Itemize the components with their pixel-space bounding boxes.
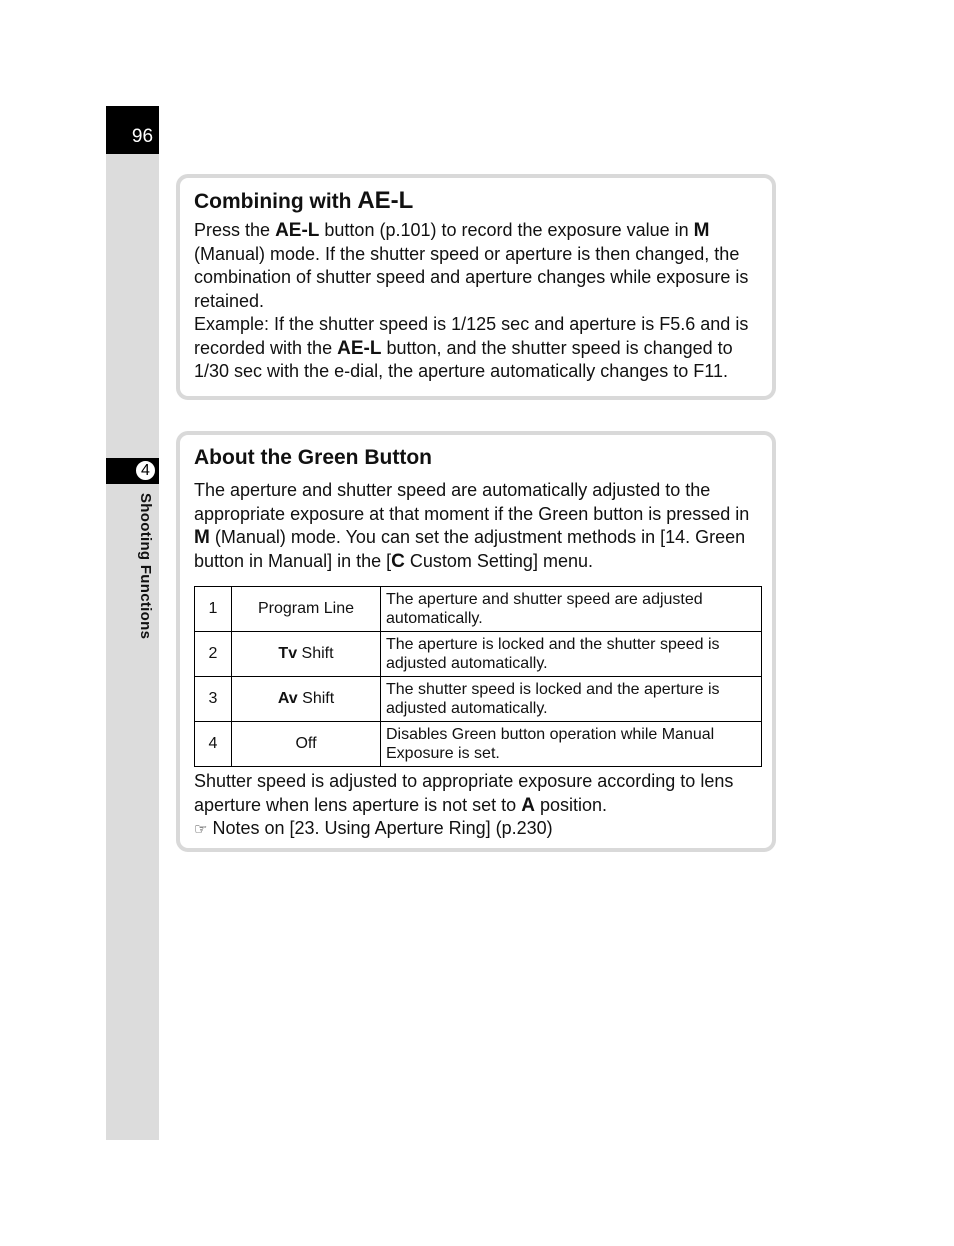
row-number: 3 (195, 677, 232, 722)
row-number: 1 (195, 587, 232, 632)
custom-setting-symbol: C (391, 550, 405, 572)
row-description: The aperture is locked and the shutter speed is adjusted automatically. (381, 632, 762, 677)
green-button-settings-table (194, 586, 762, 767)
table-row (195, 677, 762, 722)
manual-mode-symbol: M (693, 220, 710, 241)
green-button-section (176, 431, 776, 852)
row-number: 4 (195, 722, 232, 767)
reference-link: Notes on [23. Using Aperture Ring] (p.230) (212, 818, 553, 838)
green-paragraph-2: Shutter speed is adjusted to appropriate exposure according to lens aperture when lens aperture is not set to A position. (194, 771, 734, 816)
chapter-number: 4 (134, 459, 157, 482)
reference-note (194, 817, 758, 842)
ael-paragraph-1: Press the AE-L button (p.101) to record the exposure value in M (Manual) mode. If the shutter speed or aperture is then changed, the combination of shutter speed and aperture changes while exposure is retained. (194, 220, 749, 311)
row-description: The shutter speed is locked and the aperture is adjusted automatically. (381, 677, 762, 722)
row-name: Tv Shift (232, 632, 381, 677)
ael-symbol: AE-L (357, 187, 414, 214)
row-name: Av Shift (232, 677, 381, 722)
manual-mode-symbol: M (194, 527, 210, 548)
row-name: Program Line (232, 587, 381, 632)
chapter-label: Shooting Functions (137, 493, 154, 640)
row-description: The aperture and shutter speed are adjusted automatically. (381, 587, 762, 632)
tv-symbol: Tv (278, 645, 298, 663)
av-symbol: Av (277, 690, 298, 708)
row-number: 2 (195, 632, 232, 677)
ael-paragraph-2: Example: If the shutter speed is 1/125 sec and aperture is F5.6 and is recorded with the AE-L button, and the shutter speed is changed to 1/30 sec with the e-dial, the aperture automatically changes to F11. (194, 314, 749, 381)
green-paragraph-1: The aperture and shutter speed are automatically adjusted to the appropriate exposure at that moment if the Green button is pressed in M (Manual) mode. You can set the adjustment methods in [14. Green button in Manual] in the [C Custom Setting] menu. (194, 480, 750, 572)
ael-symbol: AE-L (337, 337, 382, 359)
table-row (195, 587, 762, 632)
row-name: Off (232, 722, 381, 767)
table-row (195, 632, 762, 677)
ael-symbol: AE-L (275, 220, 320, 241)
aperture-a-symbol: A (521, 794, 535, 816)
table-row (195, 722, 762, 767)
reference-hand-icon: ☞ (194, 821, 208, 838)
ael-section (176, 174, 776, 400)
page-number: 96 (131, 126, 154, 147)
ael-section-title: Combining with AE-L (194, 187, 414, 214)
green-section-title: About the Green Button (194, 446, 432, 469)
row-description: Disables Green button operation while Manual Exposure is set. (381, 722, 762, 767)
